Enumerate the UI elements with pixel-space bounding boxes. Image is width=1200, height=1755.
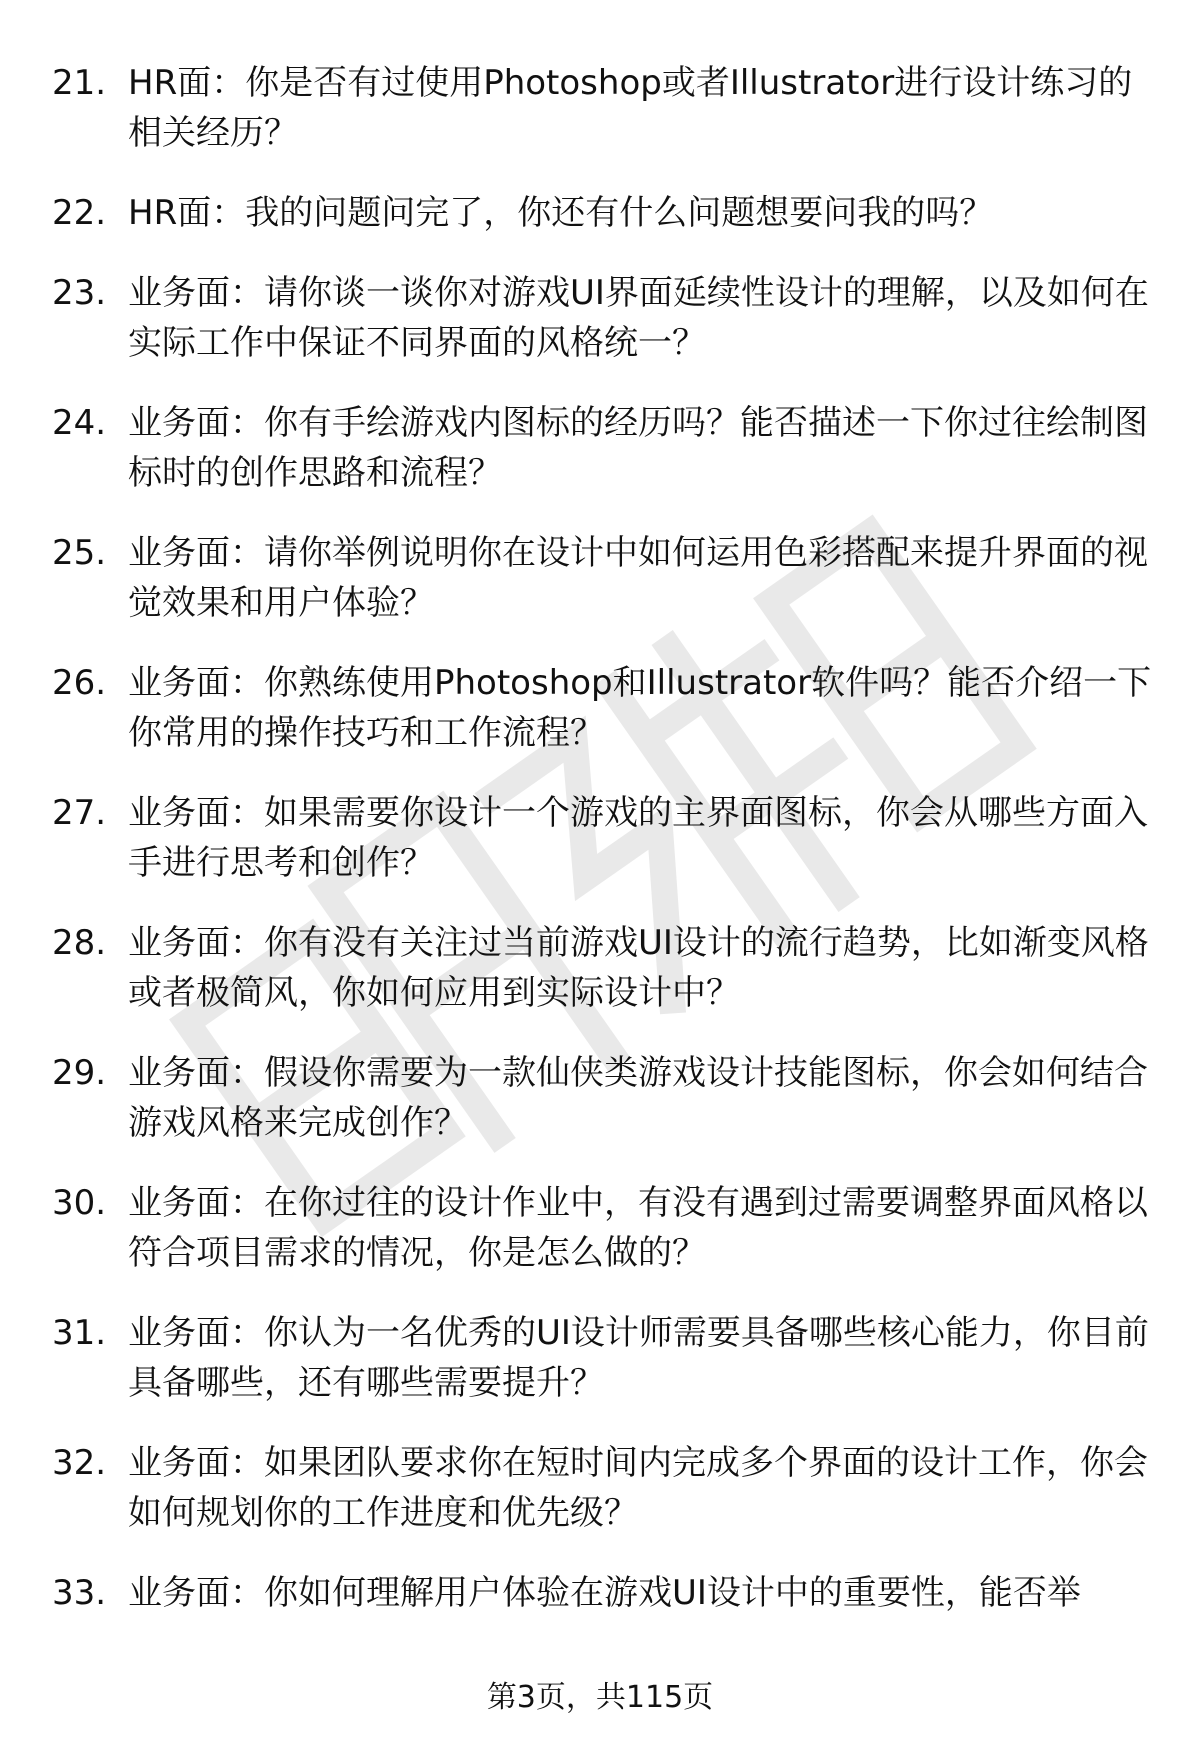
question-text: HR面：我的问题问完了，你还有什么问题想要问我的吗？: [128, 193, 994, 233]
question-number: 22.: [52, 193, 107, 233]
list-item: [52, 658, 1152, 758]
question-number: 24.: [52, 403, 107, 443]
question-number: 25.: [52, 533, 107, 573]
question-number: 26.: [52, 663, 107, 703]
question-text: 业务面：在你过往的设计作业中，有没有遇到过需要调整界面风格以符合项目需求的情况，你是怎么做的？: [128, 1183, 1148, 1273]
list-item: [52, 1178, 1152, 1278]
list-item: [52, 1438, 1152, 1538]
question-number: 28.: [52, 923, 107, 963]
list-item: [52, 788, 1152, 888]
question-number: 21.: [52, 63, 107, 103]
page-footer: 第3页，共115页: [486, 1680, 714, 1715]
question-number: 30.: [52, 1183, 107, 1223]
list-item: [52, 918, 1152, 1018]
question-text: HR面：你是否有过使用Photoshop或者Illustrator进行设计练习的相关经历？: [128, 63, 1133, 153]
question-text: 业务面：请你举例说明你在设计中如何运用色彩搭配来提升界面的视觉效果和用户体验？: [128, 533, 1148, 623]
question-text: 业务面：如果团队要求你在短时间内完成多个界面的设计工作，你会如何规划你的工作进度和优先级？: [128, 1443, 1148, 1533]
list-item: [52, 58, 1152, 158]
question-number: 33.: [52, 1573, 107, 1613]
question-number: 29.: [52, 1053, 107, 1093]
list-item: [52, 1568, 1152, 1618]
question-number: 23.: [52, 273, 107, 313]
question-text: 业务面：请你谈一谈你对游戏UI界面延续性设计的理解，以及如何在实际工作中保证不同界面的风格统一？: [128, 273, 1149, 363]
list-item: [52, 268, 1152, 368]
list-item: [52, 1048, 1152, 1148]
question-list: [52, 58, 1152, 1648]
question-text: 业务面：假设你需要为一款仙侠类游戏设计技能图标，你会如何结合游戏风格来完成创作？: [128, 1053, 1148, 1143]
list-item: [52, 1308, 1152, 1408]
question-text: 业务面：你熟练使用Photoshop和Illustrator软件吗？能否介绍一下你常用的操作技巧和工作流程？: [128, 663, 1152, 753]
question-text: 业务面：你如何理解用户体验在游戏UI设计中的重要性，能否举: [128, 1573, 1081, 1613]
question-number: 32.: [52, 1443, 107, 1483]
question-number: 31.: [52, 1313, 107, 1353]
question-number: 27.: [52, 793, 107, 833]
list-item: [52, 528, 1152, 628]
list-item: [52, 398, 1152, 498]
question-text: 业务面：你有手绘游戏内图标的经历吗？能否描述一下你过往绘制图标时的创作思路和流程？: [128, 403, 1148, 493]
question-text: 业务面：你认为一名优秀的UI设计师需要具备哪些核心能力，你目前具备哪些，还有哪些需要提升？: [128, 1313, 1149, 1403]
question-text: 业务面：你有没有关注过当前游戏UI设计的流行趋势，比如渐变风格或者极简风，你如何应用到实际设计中？: [128, 923, 1149, 1013]
list-item: [52, 188, 1152, 238]
question-text: 业务面：如果需要你设计一个游戏的主界面图标，你会从哪些方面入手进行思考和创作？: [128, 793, 1148, 883]
